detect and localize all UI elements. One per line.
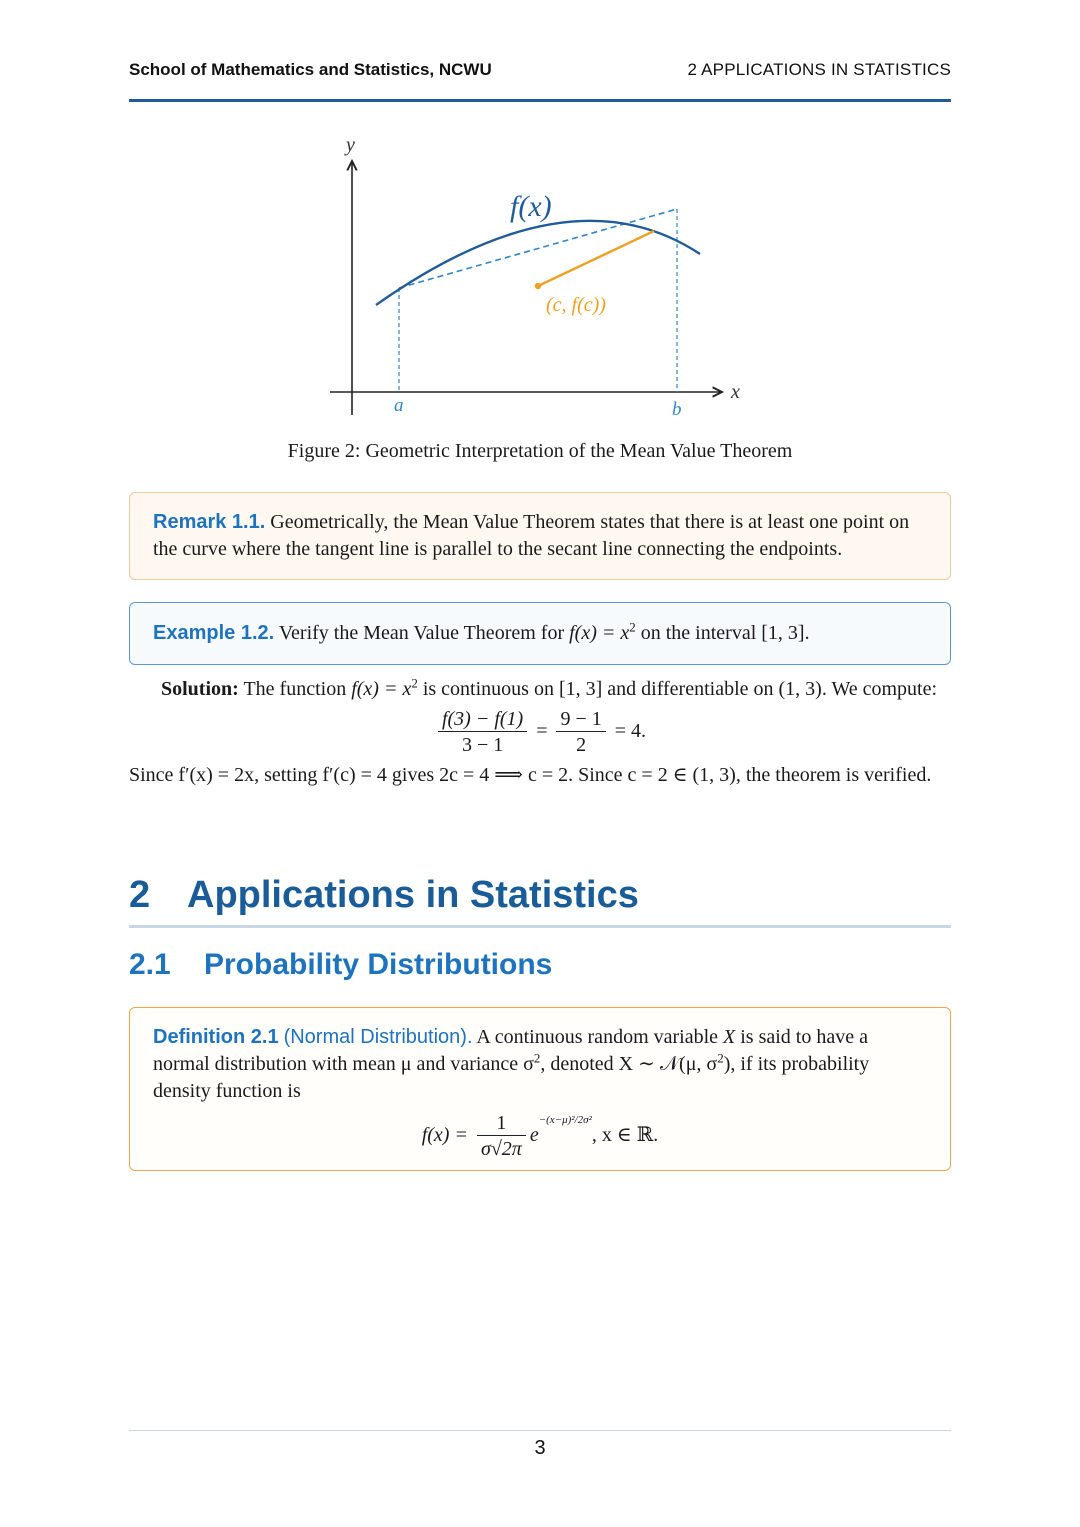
definition-box <box>129 1007 951 1171</box>
fraction-2 <box>556 707 605 758</box>
solution-block <box>129 676 951 789</box>
remark-box <box>129 492 951 580</box>
subsection-title: Probability Distributions <box>204 948 553 981</box>
fraction-2-num: 9 − 1 <box>556 707 605 732</box>
definition-var: X <box>723 1026 736 1048</box>
subsection-number: 2.1 <box>129 948 171 981</box>
example-text-before: Verify the Mean Value Theorem for <box>278 622 570 644</box>
solution-label: Solution: <box>161 678 239 700</box>
solution-para-1 <box>129 676 951 703</box>
subsection-heading <box>129 948 552 982</box>
solution-para-2: Since f′(x) = 2x, setting f′(c) = 4 gives 2c = 4 ⟹ c = 2. Since c = 2 ∈ (1, 3), the theorem is verified. <box>129 764 932 786</box>
point-label: (c, f(c)) <box>546 294 606 316</box>
equals-sign: = <box>536 720 548 743</box>
fraction-2-den: 2 <box>576 734 587 756</box>
fraction-1-den: 3 − 1 <box>461 734 504 756</box>
definition-text-2: is said to have a normal distribution with mean μ and variance σ <box>153 1026 868 1075</box>
equation-result: = 4. <box>614 720 647 743</box>
mvt-figure-svg <box>300 128 760 428</box>
normal-pdf-formula <box>153 1111 927 1162</box>
page-header <box>129 58 951 102</box>
header-section: 2 APPLICATIONS IN STATISTICS <box>687 60 951 79</box>
formula-den: σ√2π <box>480 1138 522 1160</box>
tangent-point <box>535 283 541 289</box>
definition-label: Definition 2.1 <box>153 1026 279 1048</box>
figure-caption: Figure 2: Geometric Interpretation of the Mean Value Theorem <box>287 440 793 462</box>
formula-tail: , x ∈ ℝ. <box>591 1124 659 1147</box>
a-label: a <box>394 395 404 416</box>
example-exp: 2 <box>629 619 636 635</box>
definition-text-4: ), if its probability density function is <box>153 1053 870 1102</box>
example-func: f(x) = x <box>569 622 630 644</box>
formula-exponent: −(x−μ)²/2σ² <box>538 1114 592 1127</box>
formula-fraction <box>477 1111 526 1162</box>
fraction-1-num: f(3) − f(1) <box>438 707 527 732</box>
example-label: Example 1.2. <box>153 622 275 644</box>
page-number: 3 <box>534 1437 546 1459</box>
y-axis-label: y <box>346 134 355 156</box>
definition-text-3: , denoted X ∼ 𝒩(μ, σ <box>540 1053 718 1075</box>
tangent-line <box>538 231 654 286</box>
footer-rule <box>129 1430 951 1431</box>
definition-sq-1: 2 <box>533 1050 541 1066</box>
solution-exp: 2 <box>411 675 418 691</box>
section-number: 2 <box>129 874 151 916</box>
fraction-1 <box>438 707 527 758</box>
formula-num: 1 <box>477 1111 526 1136</box>
definition-subtitle: (Normal Distribution). <box>283 1026 473 1048</box>
formula-lhs: f(x) = <box>421 1124 468 1147</box>
remark-label: Remark 1.1. <box>153 511 266 533</box>
section-title: Applications in Statistics <box>187 874 639 916</box>
x-axis-label: x <box>731 381 740 403</box>
solution-func: f(x) = x <box>351 678 412 700</box>
curve-label: f(x) <box>510 190 552 223</box>
example-box <box>129 602 951 665</box>
header-institution: School of Mathematics and Statistics, NCWU <box>129 60 492 79</box>
remark-text: Geometrically, the Mean Value Theorem states that there is at least one point on the curve where the tangent line is parallel to the secant line connecting the endpoints. <box>153 511 910 560</box>
formula-e: e <box>529 1124 539 1147</box>
definition-text-1: A continuous random variable <box>472 1026 724 1048</box>
example-text-after: on the interval [1, 3]. <box>635 622 810 644</box>
solution-text-b: is continuous on [1, 3] and differentiable on (1, 3). We compute: <box>417 678 938 700</box>
solution-text-a: The function <box>238 678 352 700</box>
mvt-figure <box>300 128 760 428</box>
definition-sq-2: 2 <box>717 1050 724 1066</box>
section-heading <box>129 874 951 928</box>
solution-equation <box>129 707 951 758</box>
b-label: b <box>672 399 682 420</box>
